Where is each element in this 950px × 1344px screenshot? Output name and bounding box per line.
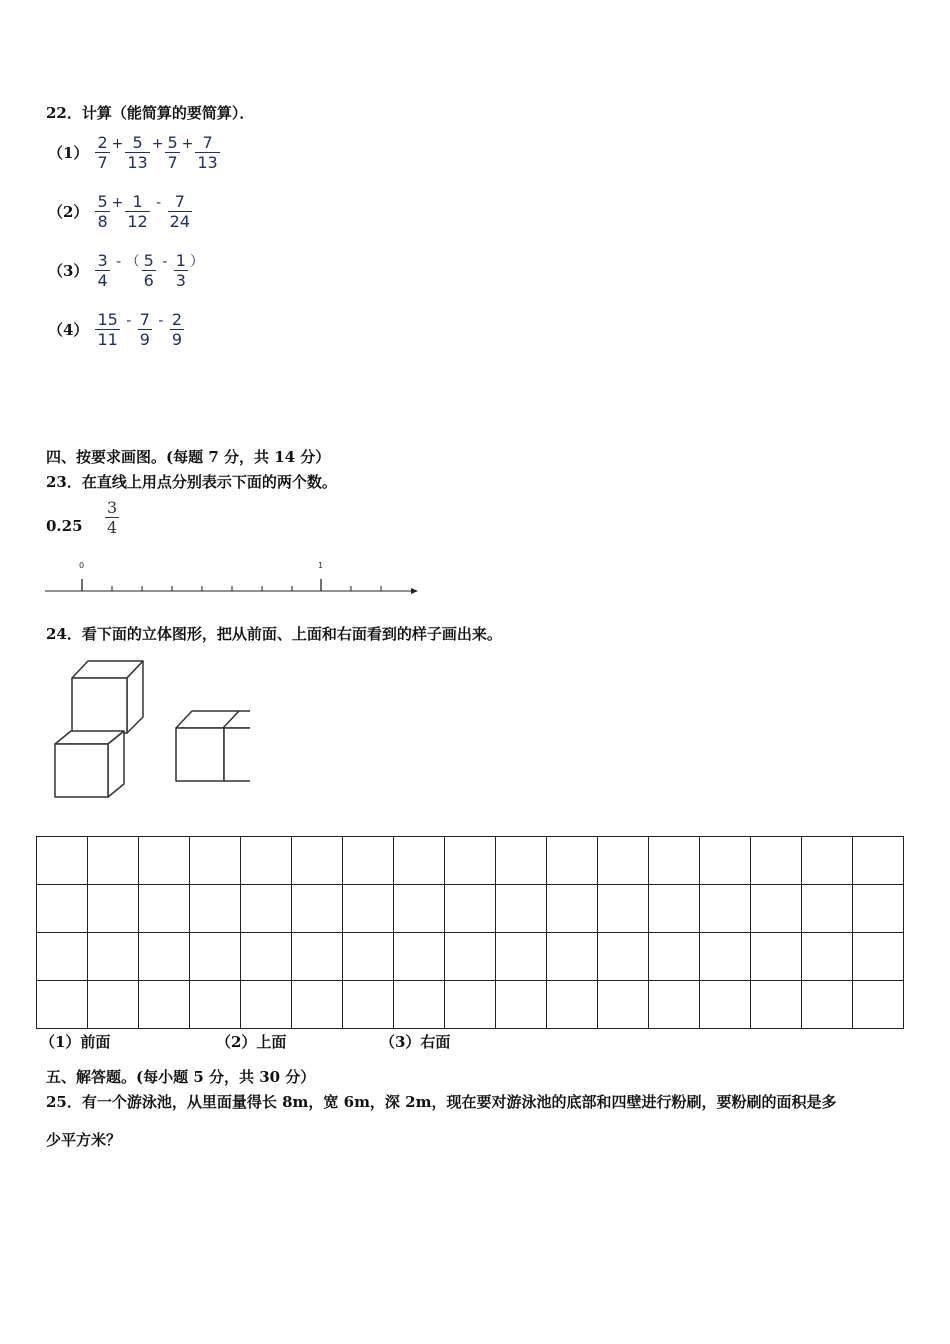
grid-cell [139,837,190,885]
grid-cell [802,837,853,885]
grid-cell [700,933,751,981]
grid-cell [598,933,649,981]
fraction [125,133,149,172]
operator: ） [189,254,204,270]
grid-cell [241,837,292,885]
grid-cell [547,885,598,933]
axis-label-1: 1 [318,561,324,570]
axis-label-0: 0 [79,561,85,570]
grid-cell [853,885,904,933]
q23-value-fraction [104,498,120,537]
q22-item-4 [48,310,185,349]
grid-cell [343,933,394,981]
q23-value-decimal: 0.25 [46,517,83,535]
grid-cell [88,933,139,981]
grid-row [37,885,904,933]
fraction-numerator: 5 [143,251,154,270]
fraction [195,133,219,172]
cube-top-face [176,711,250,728]
section5-title: 五、解答题。(每小题 5 分，共 30 分） [46,1068,316,1086]
grid-cell [241,885,292,933]
number-line [40,555,430,600]
operator: + [111,195,124,211]
grid-cell [88,885,139,933]
fraction [125,192,149,231]
fraction-numerator: 3 [97,251,108,270]
operator: + [151,136,164,152]
fraction-numerator: 2 [97,133,108,152]
expression [94,192,193,231]
grid-row [37,933,904,981]
fraction-numerator: 5 [132,133,143,152]
fraction-numerator: 7 [174,192,185,211]
grid-cell [547,837,598,885]
fraction-numerator: 7 [139,310,150,329]
fraction [174,251,188,290]
cube-front-face [72,678,127,733]
grid-cell [853,981,904,1029]
fraction [95,133,109,172]
section4-title: 四、按要求画图。(每题 7 分，共 14 分） [46,448,331,466]
grid-cell [241,933,292,981]
fraction-denominator: 7 [167,153,178,172]
q22-item-3 [48,251,205,290]
fraction-denominator: 9 [139,330,150,349]
fraction-numerator: 1 [175,251,186,270]
grid-cell [649,981,700,1029]
grid-cell [547,981,598,1029]
grid-cell [343,837,394,885]
fraction [142,251,156,290]
grid-cell [445,933,496,981]
fraction [138,310,152,349]
fraction-denominator: 11 [97,330,118,349]
grid-cell [190,933,241,981]
fraction-numerator: 5 [167,133,178,152]
grid-cell [394,885,445,933]
fraction [170,310,184,349]
grid-cell [190,981,241,1029]
grid-cell [649,933,700,981]
item-label: （2） [48,203,89,221]
grid-cell [802,933,853,981]
operator: + [111,136,124,152]
grid-cell [445,837,496,885]
grid-cell [190,885,241,933]
expression [94,310,185,349]
grid-cell [37,837,88,885]
grid-cell [700,981,751,1029]
fraction [168,192,192,231]
cube-figure [50,658,250,803]
q24-title: 24．看下面的立体图形，把从前面、上面和右面看到的样子画出来。 [46,625,502,643]
grid-cell [649,885,700,933]
q22-item-1 [48,133,221,172]
grid-cell [496,837,547,885]
grid-cell [292,933,343,981]
fraction-numerator: 1 [132,192,143,211]
fraction [95,192,109,231]
grid-cell [139,981,190,1029]
grid-cell [445,981,496,1029]
expression [94,133,220,172]
fraction-denominator: 6 [143,271,154,290]
fraction-denominator: 8 [97,212,108,231]
cube-front-face [55,744,108,797]
cube-front-face [224,728,250,781]
fraction-denominator: 12 [127,212,148,231]
fraction-denominator: 7 [97,153,108,172]
grid-cell [37,933,88,981]
fraction-denominator: 9 [171,330,183,349]
fraction-numerator: 5 [97,192,108,211]
fraction [95,310,119,349]
grid-cell [292,981,343,1029]
q25-text-line1: 25．有一个游泳池，从里面量得长 8m，宽 6m，深 2m，现在要对游泳池的底部和四壁进行粉刷，要粉刷的面积是多 [46,1093,837,1111]
grid-cell [649,837,700,885]
grid-cell [292,837,343,885]
cube-front-face [176,728,224,781]
q23-title: 23．在直线上用点分别表示下面的两个数。 [46,473,337,491]
grid-cell [598,981,649,1029]
grid-cell [700,837,751,885]
grid-cell [88,981,139,1029]
grid-cell [343,885,394,933]
item-label: （3） [48,262,89,280]
grid-cell [802,885,853,933]
grid-row [37,837,904,885]
grid-cell [751,837,802,885]
grid-cell [751,933,802,981]
grid-cell [496,933,547,981]
item-label: （1） [48,144,89,162]
fraction-denominator: 24 [169,212,191,231]
operator: - [121,313,136,329]
q22-title: 22．计算（能简算的要简算）． [46,104,255,122]
grid-cell [598,837,649,885]
fraction-numerator: 15 [97,310,118,329]
grid-cell [496,981,547,1029]
grid-cell [241,981,292,1029]
fraction-denominator: 13 [197,153,218,172]
drawing-grid [36,836,904,1029]
grid-cell [88,837,139,885]
view-label-top: （2）上面 [216,1033,287,1051]
fraction-denominator: 3 [175,271,186,290]
view-label-right: （3）右面 [380,1033,451,1051]
grid-cell [700,885,751,933]
grid-cell [853,837,904,885]
grid-cell [853,933,904,981]
operator: + [181,136,194,152]
q25-text-line2: 少平方米？ [46,1131,122,1149]
fraction-numerator: 2 [171,310,183,329]
operator: - [153,313,168,329]
grid-cell [598,885,649,933]
item-label: （4） [48,321,89,339]
expression [94,251,204,290]
grid-cell [190,837,241,885]
grid-cell [751,885,802,933]
grid-row [37,981,904,1029]
grid-cell [139,885,190,933]
grid-cell [292,885,343,933]
grid-cell [343,981,394,1029]
grid-cell [37,981,88,1029]
grid-cell [802,981,853,1029]
operator: - [157,254,172,270]
grid-cell [496,885,547,933]
fraction [95,251,109,290]
fraction-denominator: 4 [107,518,118,537]
q22-item-2 [48,192,193,231]
grid-cell [394,837,445,885]
operator: - [151,195,166,211]
fraction-denominator: 13 [127,153,148,172]
fraction-denominator: 4 [97,271,108,290]
operator: - （ [111,254,140,270]
grid-cell [751,981,802,1029]
grid-cell [445,885,496,933]
grid-cell [394,933,445,981]
fraction-numerator: 3 [107,498,118,517]
view-label-front: （1）前面 [40,1033,111,1051]
axis-arrow-icon [411,588,418,594]
fraction-numerator: 7 [202,133,213,152]
grid-cell [139,933,190,981]
grid-cell [37,885,88,933]
grid-cell [394,981,445,1029]
fraction [165,133,179,172]
grid-cell [547,933,598,981]
